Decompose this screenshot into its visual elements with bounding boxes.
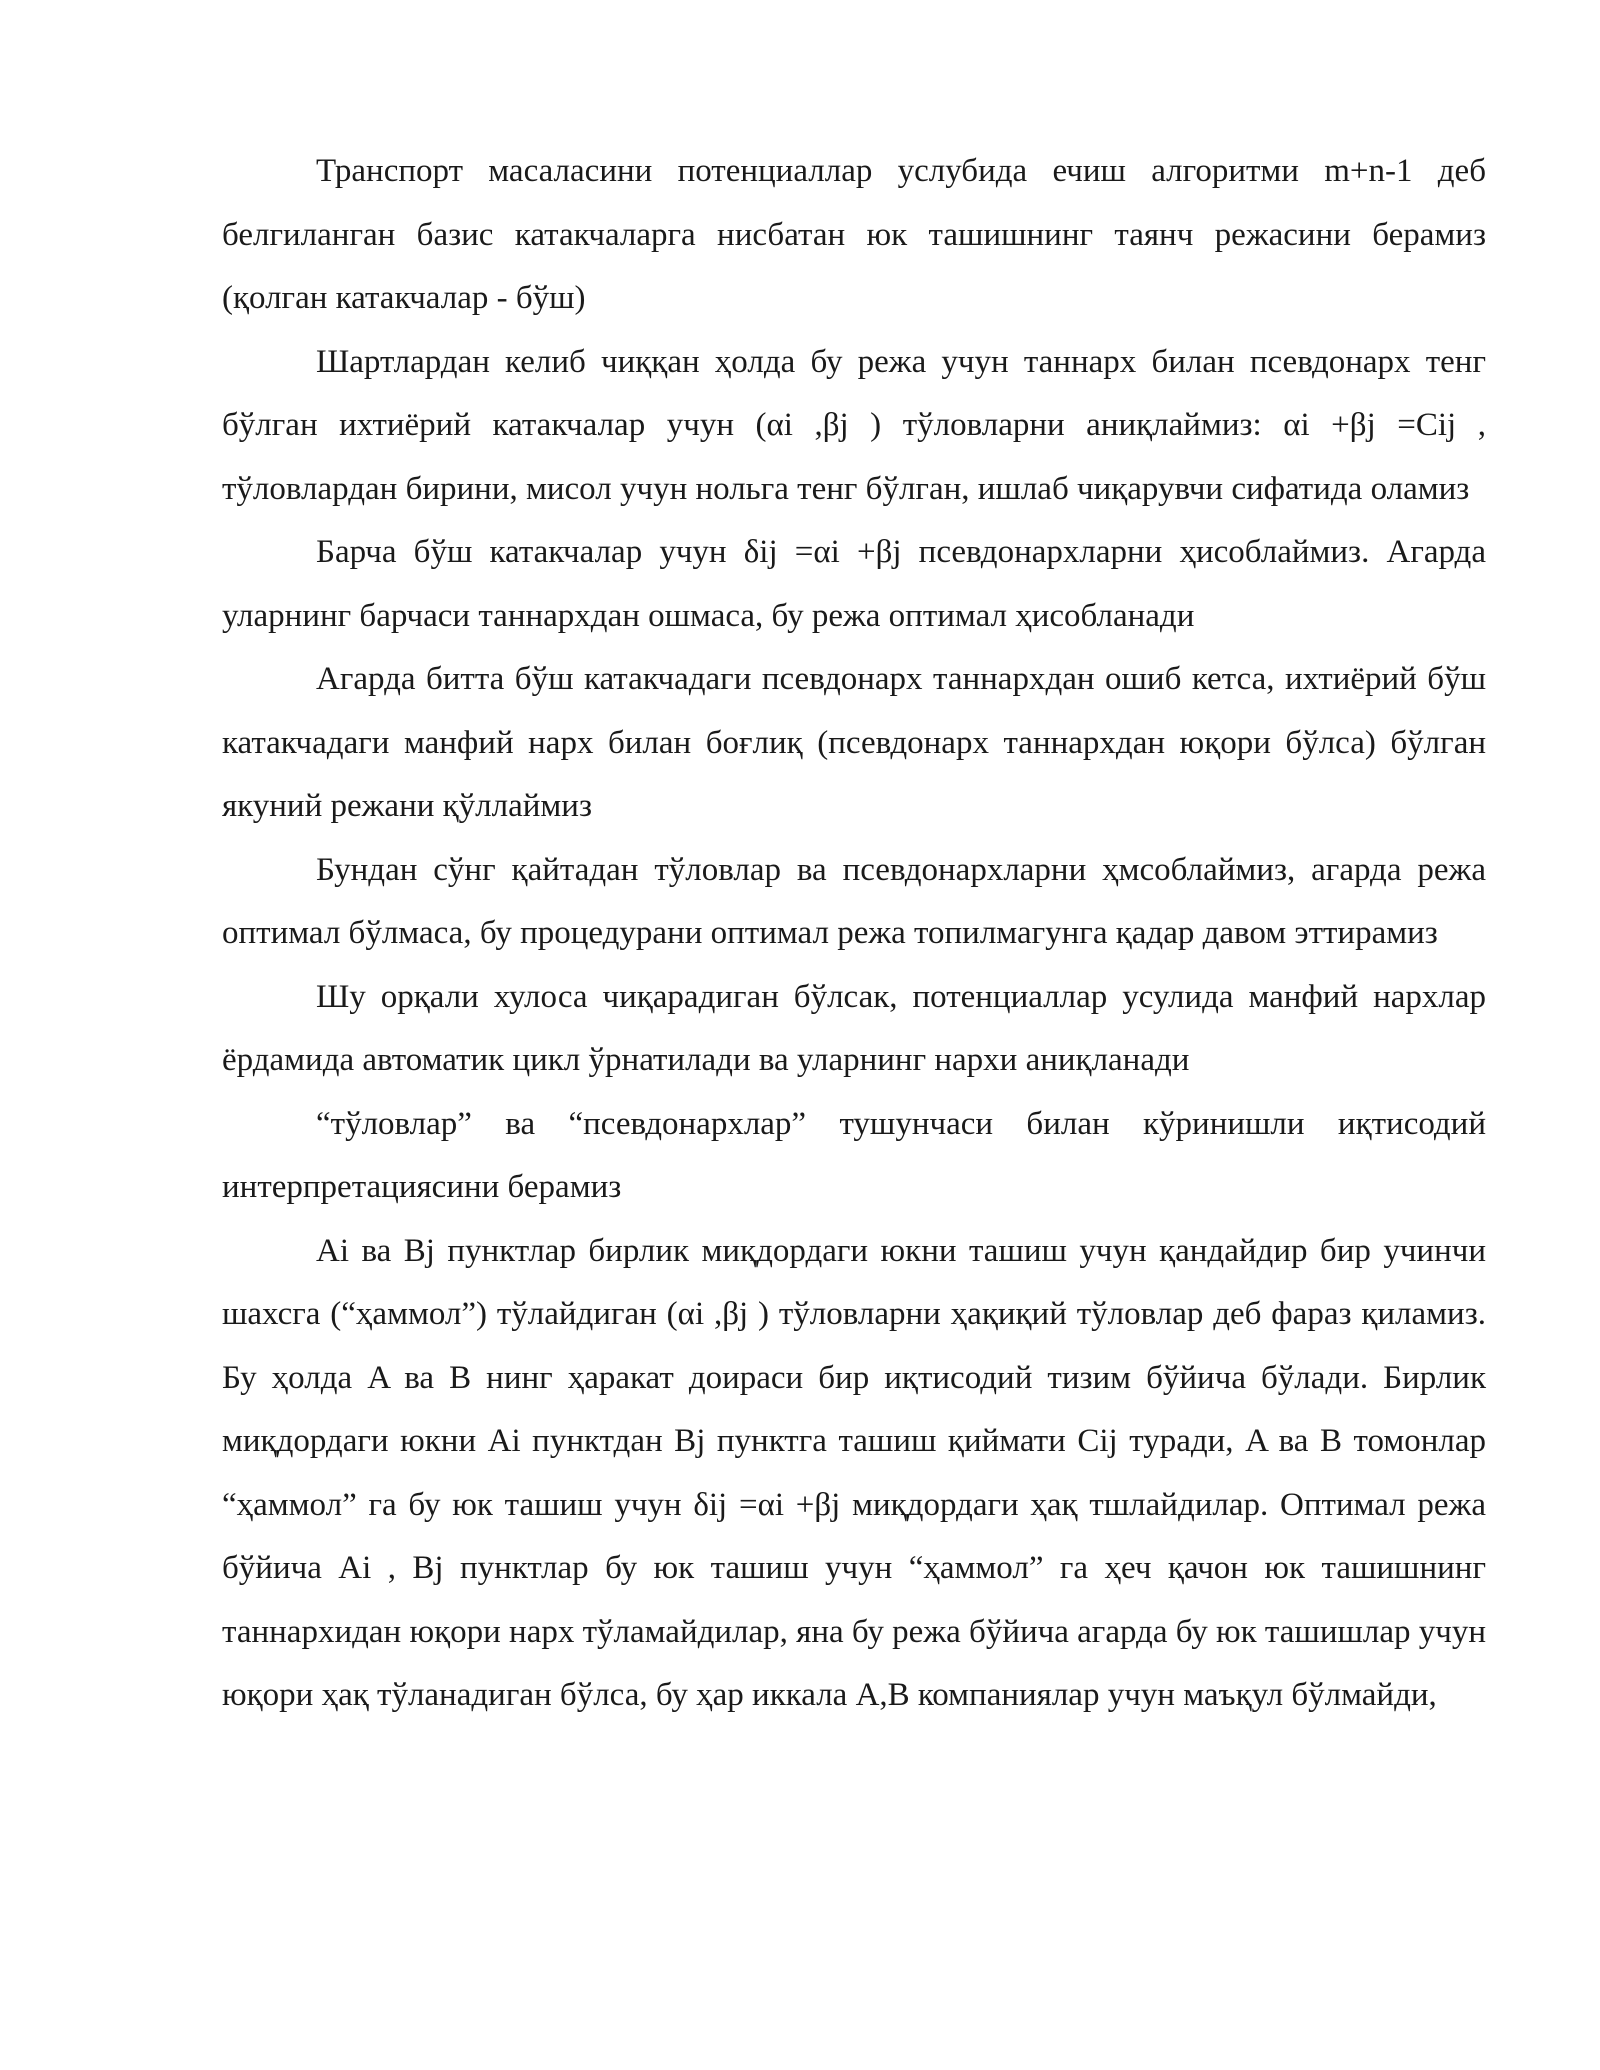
paragraph-3: Барча бўш катакчалар учун δij =αi +βj псевдонархларни ҳисоблаймиз. Агарда уларнинг барчаси таннархдан ошмаса, бу режа оптимал ҳисобланади — [222, 534, 1486, 634]
paragraph-2: Шартлардан келиб чиққан ҳолда бу режа учун таннарх билан псевдонарх тенг бўлган ихтиёрий катакчалар учун (αi ,βj ) тўловларни аниқлаймиз: αi +βj =Cij , тўловлардан бирини, мисол учун нольга тенг бўлган, ишлаб чиқарувчи сифатида оламиз — [222, 343, 1486, 507]
paragraph-8: Ai ва Bj пунктлар бирлик миқдордаги юкни ташиш учун қандайдир бир учинчи шахсга (“ҳаммол”) тўлайдиган (αi ,βj ) тўловларни ҳақиқий тўловлар деб фараз қиламиз. Бу ҳолда A ва B нинг ҳаракат доираси бир иқтисодий тизим бўйича бўлади. Бирлик миқдордаги юкни Ai пунктдан Bj пунктга ташиш қиймати Cij туради, A ва B томонлар “ҳаммол” га бу юк ташиш учун δij =αi +βj миқдордаги ҳақ тшлайдилар. Оптимал режа бўйича Ai , Bj пунктлар бу юк ташиш учун “ҳаммол” га ҳеч қачон юк ташишнинг таннархидан юқори нарх тўламайдилар, яна бу режа бўйича агарда бу юк ташишлар учун юқори ҳақ тўланадиган бўлса, бу ҳар иккала A,B компаниялар учун маъқул бўлмайди, — [222, 1232, 1487, 1713]
paragraph-1: Транспорт масаласини потенциаллар услубида ечиш алгоритми m+n-1 деб белгиланган базис катакчаларга нисбатан юк ташишнинг таянч режасини берамиз (қолган катакчалар - бўш) — [222, 153, 1486, 316]
document-body — [222, 140, 1486, 1728]
paragraph-5: Бундан сўнг қайтадан тўловлар ва псевдонархларни ҳмсоблаймиз, агарда режа оптимал бўлмаса, бу процедурани оптимал режа топилмагунга қадар давом эттирамиз — [222, 851, 1486, 951]
paragraph-4: Агарда битта бўш катакчадаги псевдонарх таннархдан ошиб кетса, ихтиёрий бўш катакчадаги манфий нарх билан боғлиқ (псевдонарх таннархдан юқори бўлса) бўлган якуний режани қўллаймиз — [222, 661, 1486, 824]
paragraph-6: Шу орқали хулоса чиқарадиган бўлсак, потенциаллар усулида манфий нархлар ёрдамида автоматик цикл ўрнатилади ва уларнинг нархи аниқланади — [222, 978, 1486, 1078]
paragraph-7: “тўловлар” ва “псевдонархлар” тушунчаси билан кўринишли иқтисодий интерпретациясини берамиз — [222, 1105, 1486, 1205]
